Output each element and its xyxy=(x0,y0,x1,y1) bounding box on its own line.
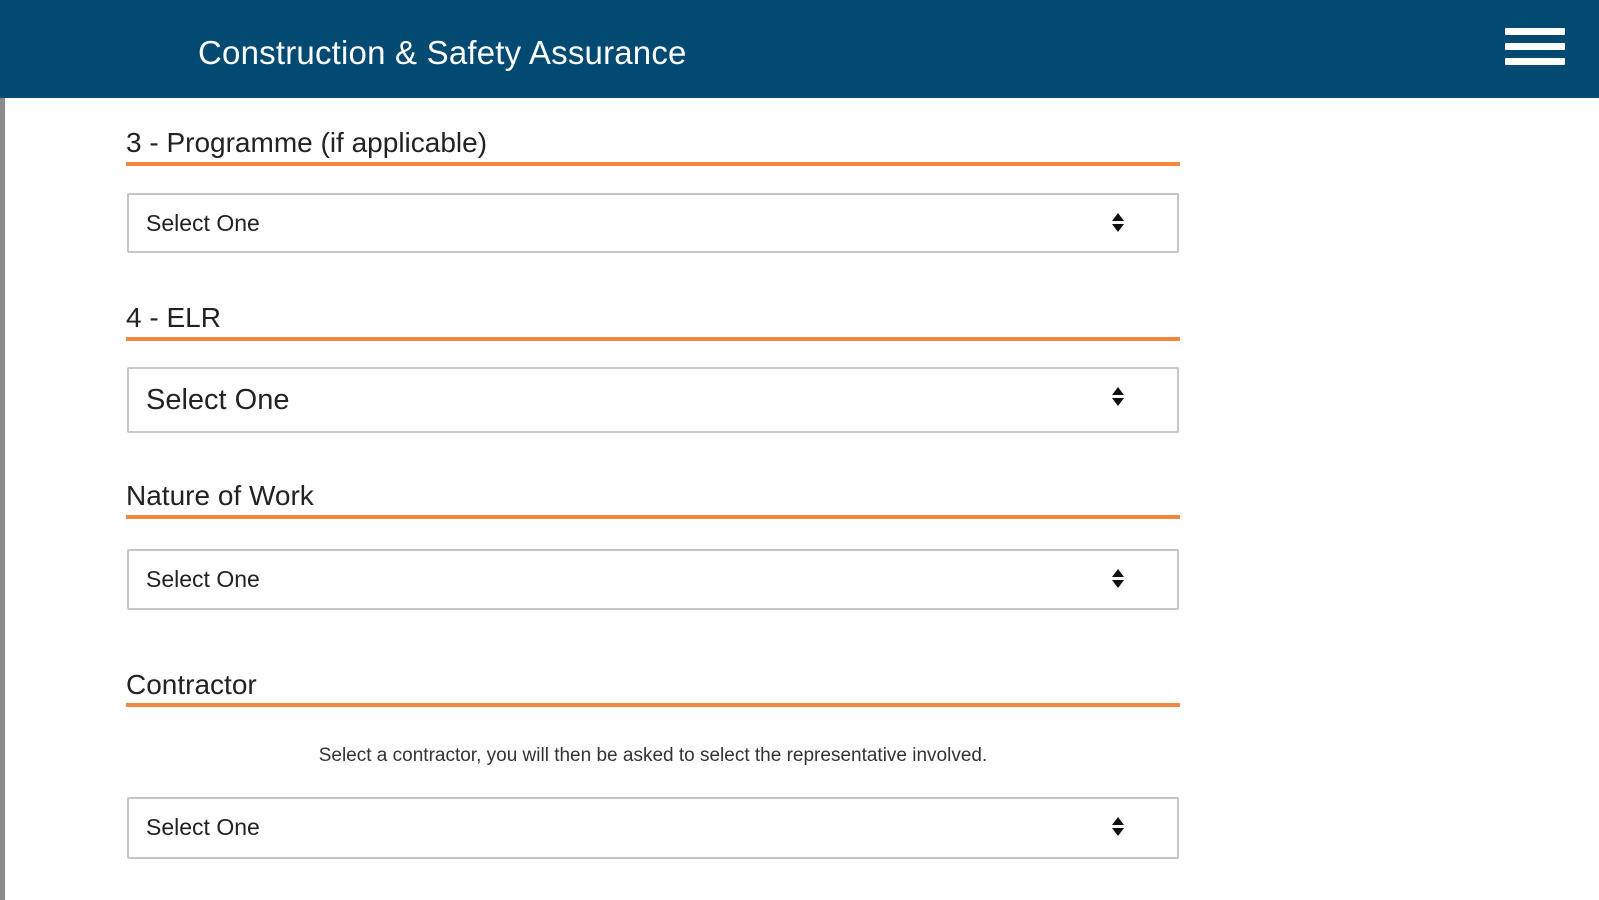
programme-select[interactable] xyxy=(127,193,1179,253)
nature-of-work-divider xyxy=(126,515,1180,519)
nature-of-work-select-value: Select One xyxy=(146,566,260,592)
programme-select-value: Select One xyxy=(146,210,260,236)
nature-of-work-select[interactable] xyxy=(127,549,1179,610)
elr-label: 4 - ELR xyxy=(126,302,221,333)
sort-arrows-icon xyxy=(1111,817,1125,836)
contractor-select[interactable] xyxy=(127,797,1179,859)
elr-select-value: Select One xyxy=(146,384,290,416)
hamburger-menu-icon[interactable] xyxy=(1505,28,1565,74)
elr-select[interactable] xyxy=(127,367,1179,433)
elr-divider xyxy=(126,337,1180,341)
programme-divider xyxy=(126,162,1180,166)
sort-arrows-icon xyxy=(1111,569,1125,588)
app-title: Construction & Safety Assurance xyxy=(198,34,687,71)
programme-label: 3 - Programme (if applicable) xyxy=(126,127,488,158)
contractor-divider xyxy=(126,703,1180,707)
sort-arrows-icon xyxy=(1111,213,1125,232)
contractor-select-value: Select One xyxy=(146,814,260,840)
nature-of-work-label: Nature of Work xyxy=(126,480,314,511)
window-left-edge xyxy=(0,0,5,900)
app-header xyxy=(0,0,1599,98)
contractor-label: Contractor xyxy=(126,669,257,700)
sort-arrows-icon xyxy=(1111,387,1125,406)
contractor-helper-text: Select a contractor, you will then be asked to select the representative involved. xyxy=(318,745,988,766)
